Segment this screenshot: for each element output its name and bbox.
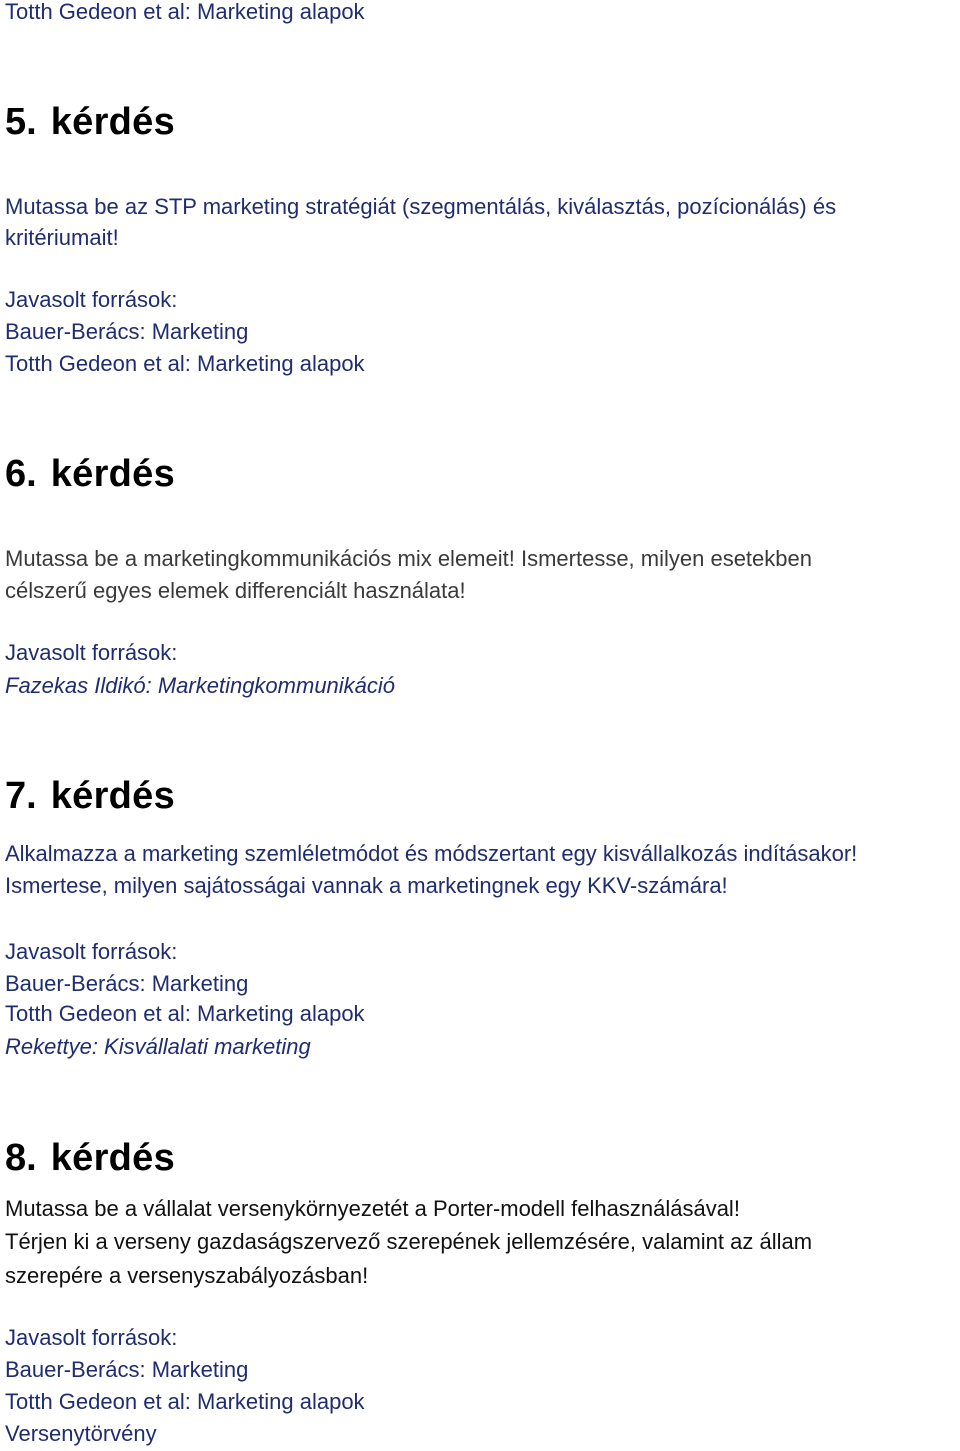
question-5-number: 5.	[5, 101, 37, 143]
question-5-body-line-1	[5, 191, 836, 223]
question-6-source-1-text: Fazekas Ildikó: Marketingkommunikáció	[5, 673, 396, 698]
question-5-source-2-text: Totth Gedeon et al: Marketing alapok	[5, 351, 365, 376]
question-8-sources-label-text: Javasolt források:	[5, 1325, 178, 1350]
question-5-source-1-text: Bauer-Berács: Marketing	[5, 319, 249, 344]
question-6-body-text-1: Mutassa be a marketingkommunikációs mix elemeit! Ismertesse, milyen esetekben	[5, 546, 812, 571]
question-6-body-text-2: célszerű egyes elemek differenciált használata!	[5, 578, 466, 603]
question-8-source-2-text: Totth Gedeon et al: Marketing alapok	[5, 1389, 365, 1414]
question-8-body-text-1: Mutassa be a vállalat versenykörnyezetét a Porter-modell felhasználásával!	[5, 1196, 740, 1221]
question-5-heading	[5, 98, 175, 146]
question-8-heading	[5, 1134, 175, 1182]
question-8-body-text-2: Térjen ki a verseny gazdaságszervező szerepének jellemzésére, valamint az állam	[5, 1229, 813, 1254]
question-8-body-line-1	[5, 1193, 740, 1225]
question-7-source-1	[5, 968, 248, 1000]
question-8-source-3-text: Versenytörvény	[5, 1421, 157, 1446]
question-5-body-line-2	[5, 222, 119, 254]
question-8-sources-label	[5, 1322, 177, 1354]
question-7-body-line-1	[5, 838, 857, 870]
question-5-source-2	[5, 348, 365, 380]
question-7-word: kérdés	[50, 775, 176, 817]
question-7-source-2	[5, 998, 365, 1030]
question-6-heading	[5, 450, 175, 498]
question-6-sources-label	[5, 637, 177, 669]
question-7-sources-label-text: Javasolt források:	[5, 939, 178, 964]
question-6-body-line-1	[5, 543, 812, 575]
question-8-body-line-2	[5, 1226, 812, 1258]
question-5-sources-label-text: Javasolt források:	[5, 287, 178, 312]
question-7-body-text-1: Alkalmazza a marketing szemléletmódot és módszertant egy kisvállalkozás indításakor!	[5, 841, 858, 866]
question-7-body-line-2	[5, 870, 728, 902]
question-5-source-1	[5, 316, 248, 348]
question-8-body-text-3: szerepére a versenyszabályozásban!	[5, 1263, 369, 1288]
question-8-source-2	[5, 1386, 365, 1418]
question-5-body-text-1: Mutassa be az STP marketing stratégiát (szegmentálás, kiválasztás, pozícionálás) és	[5, 194, 837, 219]
question-6-source-1	[5, 670, 395, 702]
question-8-number: 8.	[5, 1137, 37, 1179]
question-7-body-text-2: Ismertese, milyen sajátosságai vannak a marketingnek egy KKV-számára!	[5, 873, 728, 898]
question-8-word: kérdés	[50, 1137, 176, 1179]
question-7-heading	[5, 772, 175, 820]
question-6-number: 6.	[5, 453, 37, 495]
question-8-source-1	[5, 1354, 248, 1386]
question-6-body-line-2	[5, 575, 466, 607]
question-7-source-3-text: Rekettye: Kisvállalati marketing	[5, 1034, 311, 1059]
question-6-word: kérdés	[50, 453, 176, 495]
question-6-sources-label-text: Javasolt források:	[5, 640, 178, 665]
top-reference-text: Totth Gedeon et al: Marketing alapok	[5, 0, 365, 24]
question-8-source-3	[5, 1418, 157, 1450]
question-8-source-1-text: Bauer-Berács: Marketing	[5, 1357, 249, 1382]
question-7-source-2-text: Totth Gedeon et al: Marketing alapok	[5, 1001, 365, 1026]
question-5-sources-label	[5, 284, 177, 316]
question-7-source-1-text: Bauer-Berács: Marketing	[5, 971, 249, 996]
question-8-body-line-3	[5, 1260, 368, 1292]
question-5-word: kérdés	[50, 101, 176, 143]
question-7-number: 7.	[5, 775, 37, 817]
question-7-source-3	[5, 1031, 311, 1063]
question-5-body-text-2: kritériumait!	[5, 225, 119, 250]
question-7-sources-label	[5, 936, 177, 968]
top-reference	[5, 0, 365, 28]
